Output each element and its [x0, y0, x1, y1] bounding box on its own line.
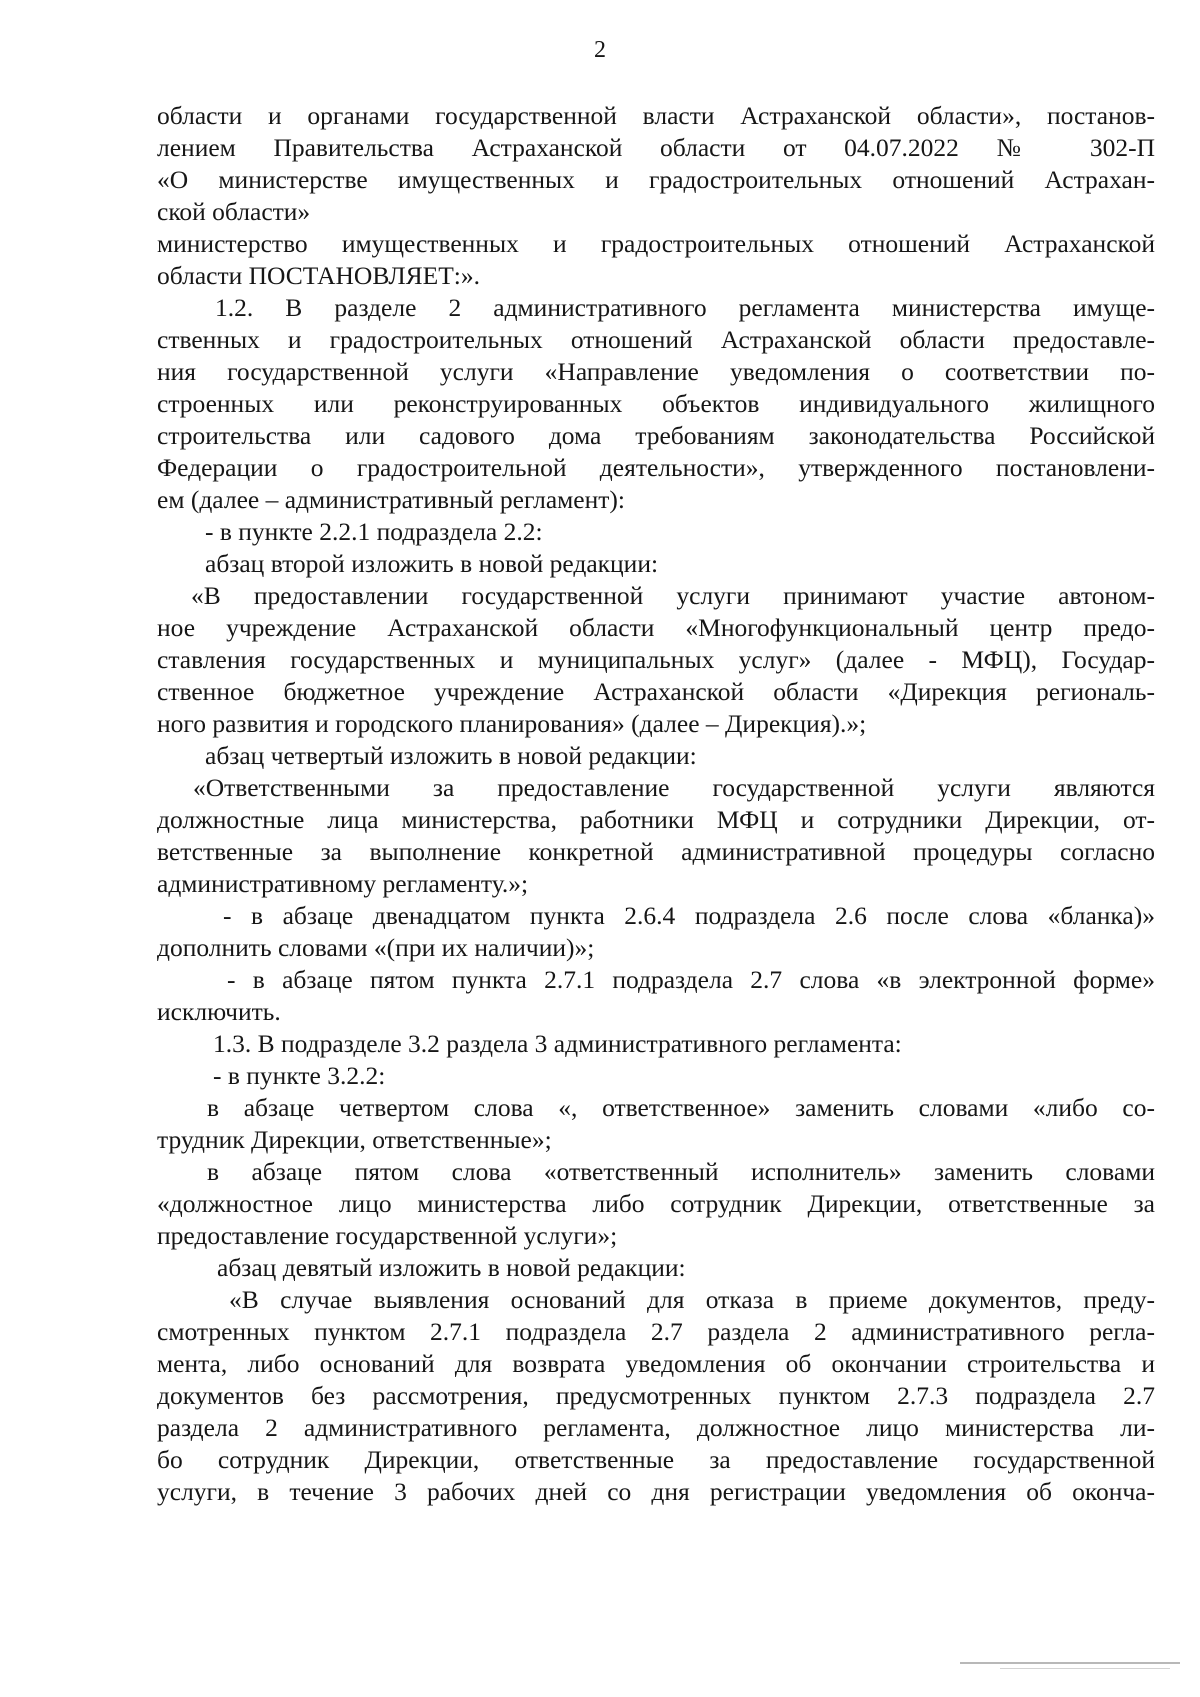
text-line: ветственные за выполнение конкретной административной процедуры согласно	[157, 837, 1155, 866]
text-line: 1.2. В разделе 2 административного регламента министерства имуще-	[215, 293, 1155, 322]
text-line: «В предоставлении государственной услуги принимают участие автоном-	[191, 581, 1155, 610]
text-line: министерство имущественных и градостроительных отношений Астраханской	[157, 229, 1155, 258]
text-line: «О министерстве имущественных и градостроительных отношений Астрахан-	[157, 165, 1155, 194]
text-line: - в абзаце двенадцатом пункта 2.6.4 подраздела 2.6 после слова «бланка)»	[223, 901, 1155, 930]
text-line: мента, либо оснований для возврата уведомления об окончании строительства и	[157, 1349, 1155, 1378]
document-body	[157, 100, 1155, 1508]
scan-artifact	[960, 1662, 1180, 1664]
text-line: - в абзаце пятом пункта 2.7.1 подраздела 2.7 слова «в электронной форме»	[227, 965, 1155, 994]
text-line: абзац девятый изложить в новой редакции:	[217, 1253, 686, 1282]
text-line: смотренных пунктом 2.7.1 подраздела 2.7 раздела 2 административного регла-	[157, 1317, 1155, 1346]
text-line: области и органами государственной власти Астраханской области», постанов-	[157, 101, 1155, 130]
text-line: исключить.	[157, 997, 281, 1026]
text-line: «Ответственными за предоставление государственной услуги являются	[193, 773, 1155, 802]
text-line: раздела 2 административного регламента, должностное лицо министерства ли-	[157, 1413, 1155, 1442]
text-line: лением Правительства Астраханской области от 04.07.2022 № 302-П	[157, 133, 1155, 162]
text-line: услуги, в течение 3 рабочих дней со дня регистрации уведомления об оконча-	[157, 1477, 1155, 1506]
text-line: в абзаце пятом слова «ответственный исполнитель» заменить словами	[207, 1157, 1155, 1186]
text-line: области ПОСТАНОВЛЯЕТ:».	[157, 261, 481, 290]
text-line: ской области»	[157, 197, 311, 226]
page-number: 2	[594, 37, 606, 63]
text-line: предоставление государственной услуги»;	[157, 1221, 618, 1250]
text-line: - в пункте 2.2.1 подраздела 2.2:	[205, 517, 543, 546]
text-line: ного развития и городского планирования» (далее – Дирекция).»;	[157, 709, 867, 738]
text-line: административному регламенту.»;	[157, 869, 529, 898]
text-line: строенных или реконструированных объектов индивидуального жилищного	[157, 389, 1155, 418]
text-line: «В случае выявления оснований для отказа в приеме документов, преду-	[229, 1285, 1155, 1314]
text-line: абзац четвертый изложить в новой редакции:	[205, 741, 697, 770]
text-line: трудник Дирекции, ответственные»;	[157, 1125, 552, 1154]
text-line: ем (далее – административный регламент):	[157, 485, 625, 514]
text-line: ственное бюджетное учреждение Астраханской области «Дирекция региональ-	[157, 677, 1155, 706]
text-line: должностные лица министерства, работники МФЦ и сотрудники Дирекции, от-	[157, 805, 1155, 834]
text-line: дополнить словами «(при их наличии)»;	[157, 933, 595, 962]
text-line: «должностное лицо министерства либо сотрудник Дирекции, ответственные за	[157, 1189, 1155, 1218]
text-line: 1.3. В подразделе 3.2 раздела 3 административного регламента:	[213, 1029, 902, 1058]
text-line: ное учреждение Астраханской области «Многофункциональный центр предо-	[157, 613, 1155, 642]
text-line: абзац второй изложить в новой редакции:	[205, 549, 659, 578]
scan-artifact	[1000, 1668, 1170, 1669]
text-line: Федерации о градостроительной деятельности», утвержденного постановлени-	[157, 453, 1155, 482]
text-line: ния государственной услуги «Направление уведомления о соответствии по-	[157, 357, 1155, 386]
text-line: ственных и градостроительных отношений Астраханской области предоставле-	[157, 325, 1155, 354]
text-line: документов без рассмотрения, предусмотренных пунктом 2.7.3 подраздела 2.7	[157, 1381, 1155, 1410]
text-line: в абзаце четвертом слова «, ответственное» заменить словами «либо со-	[207, 1093, 1155, 1122]
text-line: строительства или садового дома требованиям законодательства Российской	[157, 421, 1155, 450]
text-line: бо сотрудник Дирекции, ответственные за предоставление государственной	[157, 1445, 1155, 1474]
text-line: - в пункте 3.2.2:	[213, 1061, 386, 1090]
text-line: ставления государственных и муниципальных услуг» (далее - МФЦ), Государ-	[157, 645, 1155, 674]
